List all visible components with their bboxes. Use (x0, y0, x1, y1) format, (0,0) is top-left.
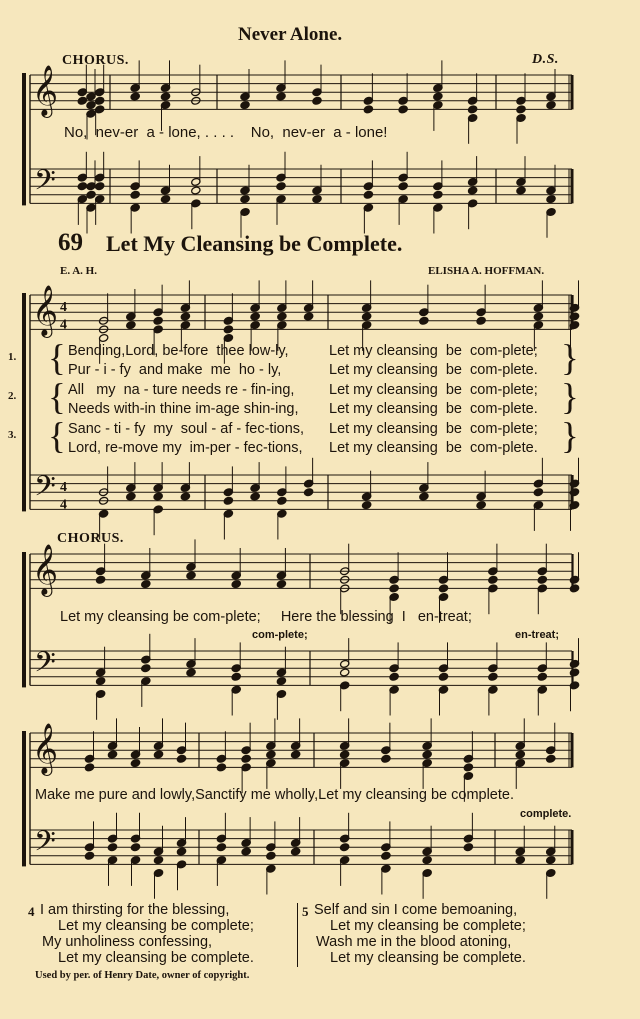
note-head (476, 501, 486, 510)
verse-number: 4 (28, 904, 35, 919)
time-signature: 4 (60, 300, 67, 316)
note-head (422, 856, 432, 865)
chorus-label: CHORUS. (62, 53, 129, 68)
verse-line: Self and sin I come bemoaning, (314, 902, 518, 918)
verse-line: My unholiness confessing, (42, 934, 213, 950)
refrain-line: Let my cleansing be com-plete; (329, 343, 538, 359)
note-head (398, 182, 408, 191)
note-head (276, 677, 286, 686)
note-head (241, 847, 251, 856)
note-head (516, 186, 526, 195)
note-head (180, 492, 190, 501)
bass-clef-icon: 𝄢 (34, 470, 56, 510)
note-head (276, 580, 286, 589)
note-head (422, 750, 432, 759)
note-head (130, 843, 140, 852)
refrain-line: Let my cleansing be com-plete. (329, 362, 538, 378)
verse-line: Let my cleansing be complete. (330, 950, 526, 966)
note-head (363, 190, 373, 199)
note-head (153, 750, 163, 759)
verse-line: All my na - ture needs re - fin-ing, (68, 382, 295, 398)
treble-clef-icon: 𝄞 (32, 723, 59, 774)
ds-mark: D.S. (532, 52, 559, 67)
note-head (537, 575, 547, 584)
note-head (467, 105, 477, 114)
note-head (223, 325, 233, 334)
note-head (186, 571, 196, 580)
note-head (419, 316, 429, 325)
note-head (290, 847, 300, 856)
note-head (160, 92, 170, 101)
note-head (290, 750, 300, 759)
bass-cue: com-plete; (252, 629, 308, 641)
hymn-title: Let My Cleansing be Complete. (106, 231, 403, 256)
note-head (303, 312, 313, 321)
note-head (241, 754, 251, 763)
system-bracket (22, 73, 26, 205)
chorus-lyric: Make me pure and lowly,Sanctify me wholly,Let my cleansing be complete. (35, 787, 514, 803)
note-head (433, 92, 443, 101)
note-head (107, 750, 117, 759)
note-head (277, 312, 287, 321)
system-bracket (22, 552, 26, 687)
verse-line: Bending,Lord, be-fore thee low-ly, (68, 343, 289, 359)
note-head (107, 843, 117, 852)
note-head (389, 672, 399, 681)
verse-line: Pur - i - fy and make me ho - ly, (68, 362, 282, 378)
note-head (141, 580, 151, 589)
note-head (153, 492, 163, 501)
note-head (216, 763, 226, 772)
note-head (340, 668, 350, 677)
note-head (463, 763, 473, 772)
treble-clef-icon: 𝄞 (32, 285, 59, 336)
note-head (141, 664, 151, 673)
treble-clef-icon: 𝄞 (32, 544, 59, 595)
note-head (303, 488, 313, 497)
note-head (95, 677, 105, 686)
note-head (339, 843, 349, 852)
bass-clef-icon: 𝄢 (34, 825, 56, 865)
hymn-number: 69 (58, 229, 83, 256)
verse-line: Let my cleansing be complete; (58, 918, 254, 934)
note-head (250, 492, 260, 501)
brace-icon: { (48, 338, 66, 379)
note-head (488, 672, 498, 681)
note-head (381, 851, 391, 860)
brace-icon: } (561, 338, 579, 379)
note-head (180, 312, 190, 321)
note-head (130, 190, 140, 199)
note-head (86, 101, 96, 110)
verse-line: Sanc - ti - fy my soul - af - fec-tions, (68, 421, 305, 437)
bass-clef-icon: 𝄢 (34, 646, 56, 686)
note-head (266, 851, 276, 860)
note-head (160, 195, 170, 204)
note-head (266, 750, 276, 759)
note-head (223, 496, 233, 505)
verse-number: 1. (8, 351, 17, 363)
note-head (126, 492, 136, 501)
note-head (381, 754, 391, 763)
time-signature: 4 (60, 480, 67, 496)
note-head (438, 584, 448, 593)
bass-cue: complete. (520, 808, 572, 820)
lyricist: E. A. H. (60, 265, 97, 277)
note-head (130, 759, 140, 768)
note-head (361, 312, 371, 321)
verse-line: Needs with-in thine im-age shin-ing, (68, 401, 299, 417)
note-head (312, 96, 322, 105)
brace-icon: { (48, 377, 66, 418)
note-head (130, 92, 140, 101)
note-head (126, 321, 136, 330)
note-head (153, 856, 163, 865)
system-bracket (22, 731, 26, 866)
brace-icon: { (48, 416, 66, 457)
note-head (153, 316, 163, 325)
composer: ELISHA A. HOFFMAN. (428, 265, 545, 277)
note-head (546, 101, 556, 110)
verse-number: 3. (8, 429, 17, 441)
verse-line: Wash me in the blood atoning, (316, 934, 512, 950)
note-head (546, 754, 556, 763)
note-head (84, 763, 94, 772)
brace-icon: } (561, 377, 579, 418)
note-head (569, 668, 579, 677)
bass-cue: en-treat; (515, 629, 560, 641)
note-head (476, 316, 486, 325)
note-head (176, 754, 186, 763)
verse-line: Let my cleansing be complete; (330, 918, 526, 934)
note-head (515, 750, 525, 759)
note-head (95, 182, 105, 191)
note-head (250, 312, 260, 321)
note-head (231, 672, 241, 681)
note-head (533, 312, 543, 321)
note-head (463, 843, 473, 852)
note-head (433, 190, 443, 199)
note-head (216, 843, 226, 852)
note-head (276, 92, 286, 101)
verse-line: I am thirsting for the blessing, (40, 902, 230, 918)
verse-line: Lord, re-move my im-per - fec-tions, (68, 440, 303, 456)
refrain-line: Let my cleansing be com-plete; (329, 421, 538, 437)
note-head (361, 501, 371, 510)
lyric-line: No, nev-er a - lone, . . . . No, nev-er a - lone! (64, 124, 388, 141)
verse-number: 2. (8, 390, 17, 402)
note-head (467, 186, 477, 195)
column-divider (297, 903, 298, 967)
verse-line: Let my cleansing be complete. (58, 950, 254, 966)
verse-number: 5 (302, 904, 309, 919)
note-head (546, 195, 556, 204)
note-head (398, 105, 408, 114)
bass-clef-icon: 𝄢 (34, 164, 56, 204)
note-head (438, 672, 448, 681)
refrain-line: Let my cleansing be com-plete. (329, 401, 538, 417)
note-head (77, 96, 87, 105)
time-signature: 4 (60, 317, 67, 333)
note-head (363, 105, 373, 114)
note-head (95, 96, 105, 105)
note-head (389, 584, 399, 593)
note-head (95, 575, 105, 584)
copyright-notice: Used by per. of Henry Date, owner of copyright. (35, 970, 250, 981)
note-head (231, 580, 241, 589)
note-head (419, 492, 429, 501)
note-head (516, 105, 526, 114)
system-bracket (22, 293, 26, 511)
note-head (191, 186, 201, 195)
chorus-lyric: Let my cleansing be com-plete; Here the blessing I en-treat; (60, 609, 472, 625)
brace-icon: } (561, 416, 579, 457)
note-head (77, 182, 87, 191)
note-head (339, 750, 349, 759)
note-head (569, 584, 579, 593)
note-head (312, 195, 322, 204)
note-head (176, 847, 186, 856)
time-signature: 4 (60, 497, 67, 513)
note-head (488, 575, 498, 584)
refrain-line: Let my cleansing be com-plete. (329, 440, 538, 456)
note-head (186, 668, 196, 677)
treble-clef-icon: 𝄞 (32, 65, 59, 116)
note-head (277, 496, 287, 505)
chorus-label: CHORUS. (57, 531, 124, 546)
refrain-line: Let my cleansing be com-plete; (329, 382, 538, 398)
note-head (240, 195, 250, 204)
section-title: Never Alone. (238, 24, 343, 45)
note-head (515, 856, 525, 865)
note-head (84, 851, 94, 860)
note-head (546, 856, 556, 865)
note-head (533, 488, 543, 497)
note-head (240, 101, 250, 110)
note-head (537, 672, 547, 681)
note-head (276, 182, 286, 191)
note-head (86, 190, 96, 199)
